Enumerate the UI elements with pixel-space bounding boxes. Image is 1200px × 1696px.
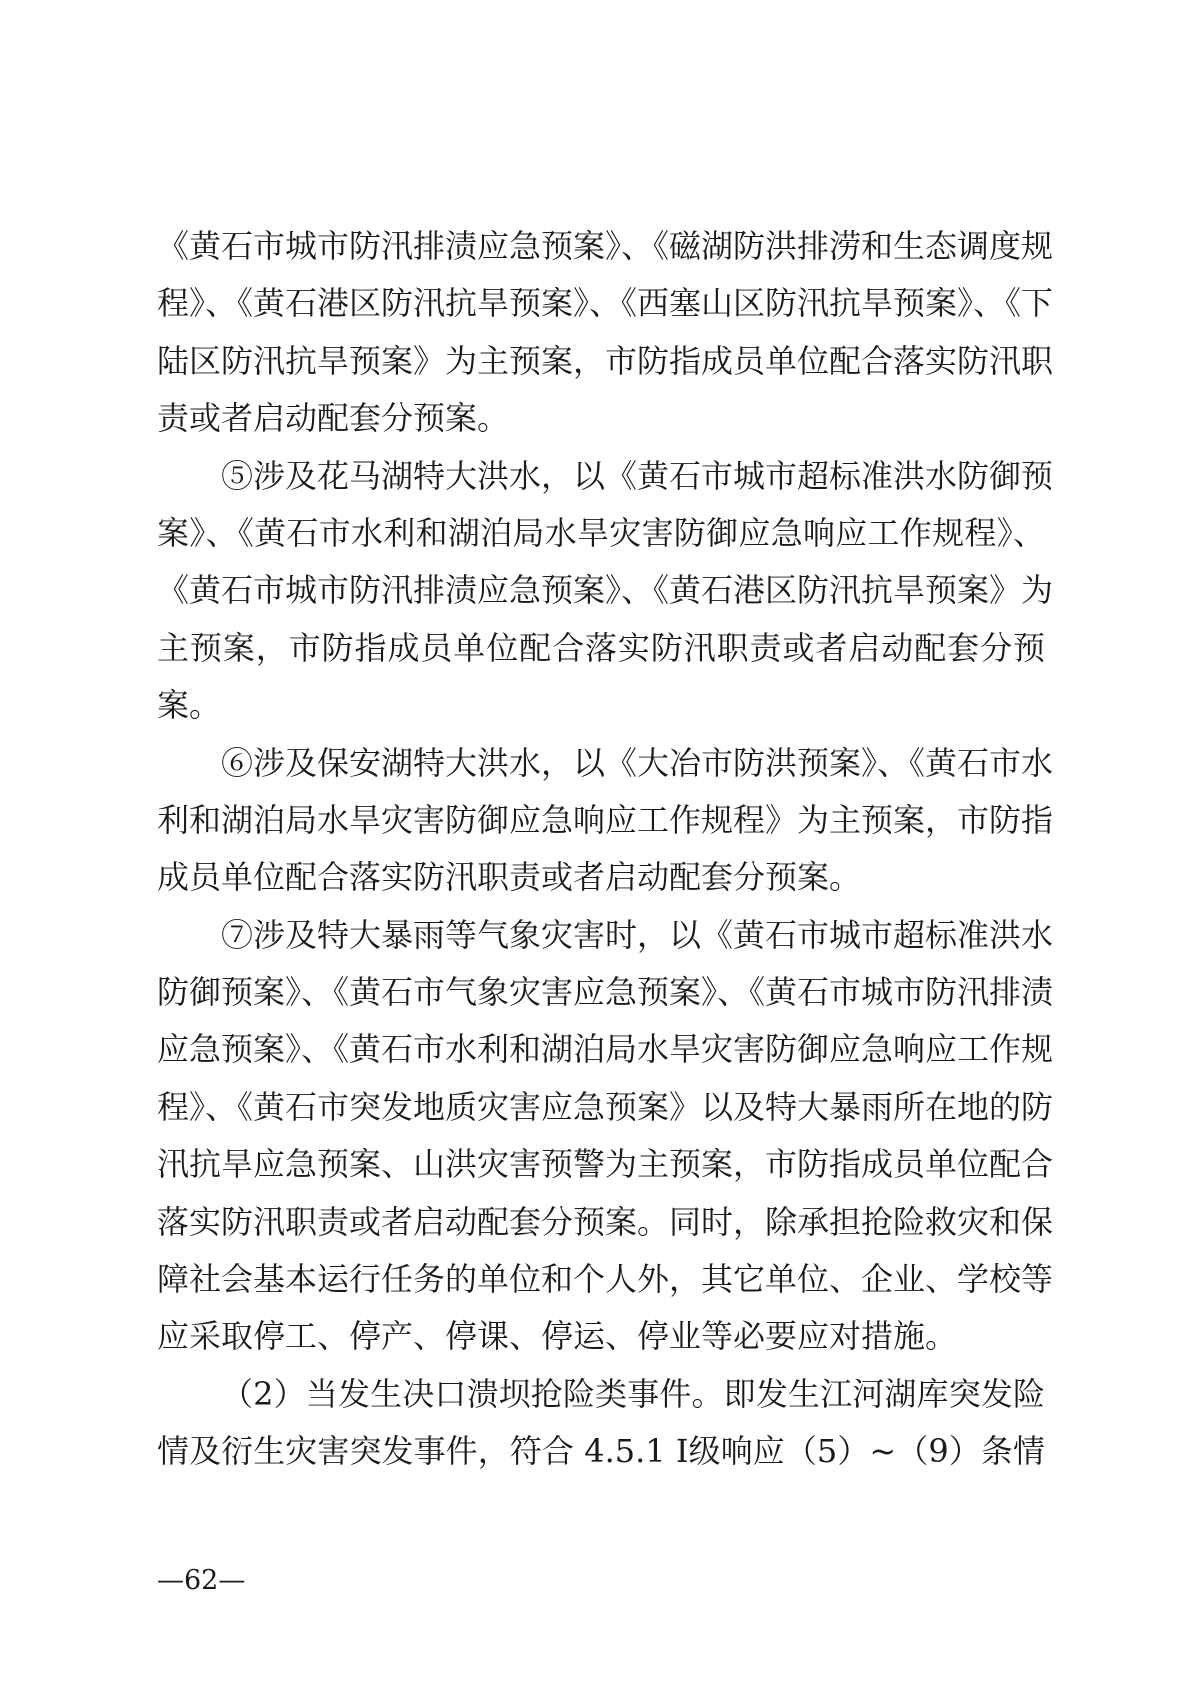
- text-line: 防御预案》、《黄石市气象灾害应急预案》、《黄石市城市防汛排渍: [157, 973, 1054, 1012]
- text-line: ⑥涉及保安湖特大洪水，以《大冶市防洪预案》、《黄石市水: [221, 743, 1054, 782]
- text-line: 成员单位配合落实防汛职责或者启动配套分预案。: [157, 858, 862, 897]
- text-line: 程》、《黄石市突发地质灾害应急预案》以及特大暴雨所在地的防: [157, 1087, 1054, 1126]
- text-line: 案。: [157, 686, 222, 725]
- text-line: 利和湖泊局水旱灾害防御应急响应工作规程》为主预案，市防指: [157, 800, 1054, 839]
- document-body: [157, 218, 1054, 1481]
- text-line: 主预案，市防指成员单位配合落实防汛职责或者启动配套分预: [157, 628, 1045, 667]
- text-line: 应采取停工、停产、停课、停运、停业等必要应对措施。: [157, 1317, 958, 1356]
- text-line: 应急预案》、《黄石市水利和湖泊局水旱灾害防御应急响应工作规: [157, 1030, 1054, 1069]
- text-line: 汛抗旱应急预案、山洪灾害预警为主预案，市防指成员单位配合: [157, 1145, 1054, 1184]
- text-line: 陆区防汛抗旱预案》为主预案，市防指成员单位配合落实防汛职: [157, 341, 1054, 380]
- text-line: 落实防汛职责或者启动配套分预案。同时，除承担抢险救灾和保: [157, 1202, 1054, 1241]
- text-line: 责或者启动配套分预案。: [157, 399, 510, 438]
- text-line: （2）当发生决口溃坝抢险类事件。即发生江河湖库突发险: [221, 1374, 1045, 1413]
- text-line: ⑤涉及花马湖特大洪水，以《黄石市城市超标准洪水防御预: [221, 456, 1054, 495]
- text-line: 情及衍生灾害突发事件，符合 4.5.1 Ⅰ级响应（5）~（9）条情: [157, 1432, 1045, 1471]
- text-line: 障社会基本运行任务的单位和个人外，其它单位、企业、学校等: [157, 1260, 1054, 1299]
- text-line: 案》、《黄石市水利和湖泊局水旱灾害防御应急响应工作规程》、: [157, 513, 1045, 552]
- text-line: ⑦涉及特大暴雨等气象灾害时，以《黄石市城市超标准洪水: [221, 915, 1054, 954]
- text-line: 《黄石市城市防汛排渍应急预案》、《磁湖防洪排涝和生态调度规: [157, 227, 1054, 265]
- text-line: 《黄石市城市防汛排渍应急预案》、《黄石港区防汛抗旱预案》为: [157, 571, 1054, 610]
- page-number: —62—: [157, 1565, 246, 1596]
- text-line: 程》、《黄石港区防汛抗旱预案》、《西塞山区防汛抗旱预案》、《下: [157, 284, 1054, 323]
